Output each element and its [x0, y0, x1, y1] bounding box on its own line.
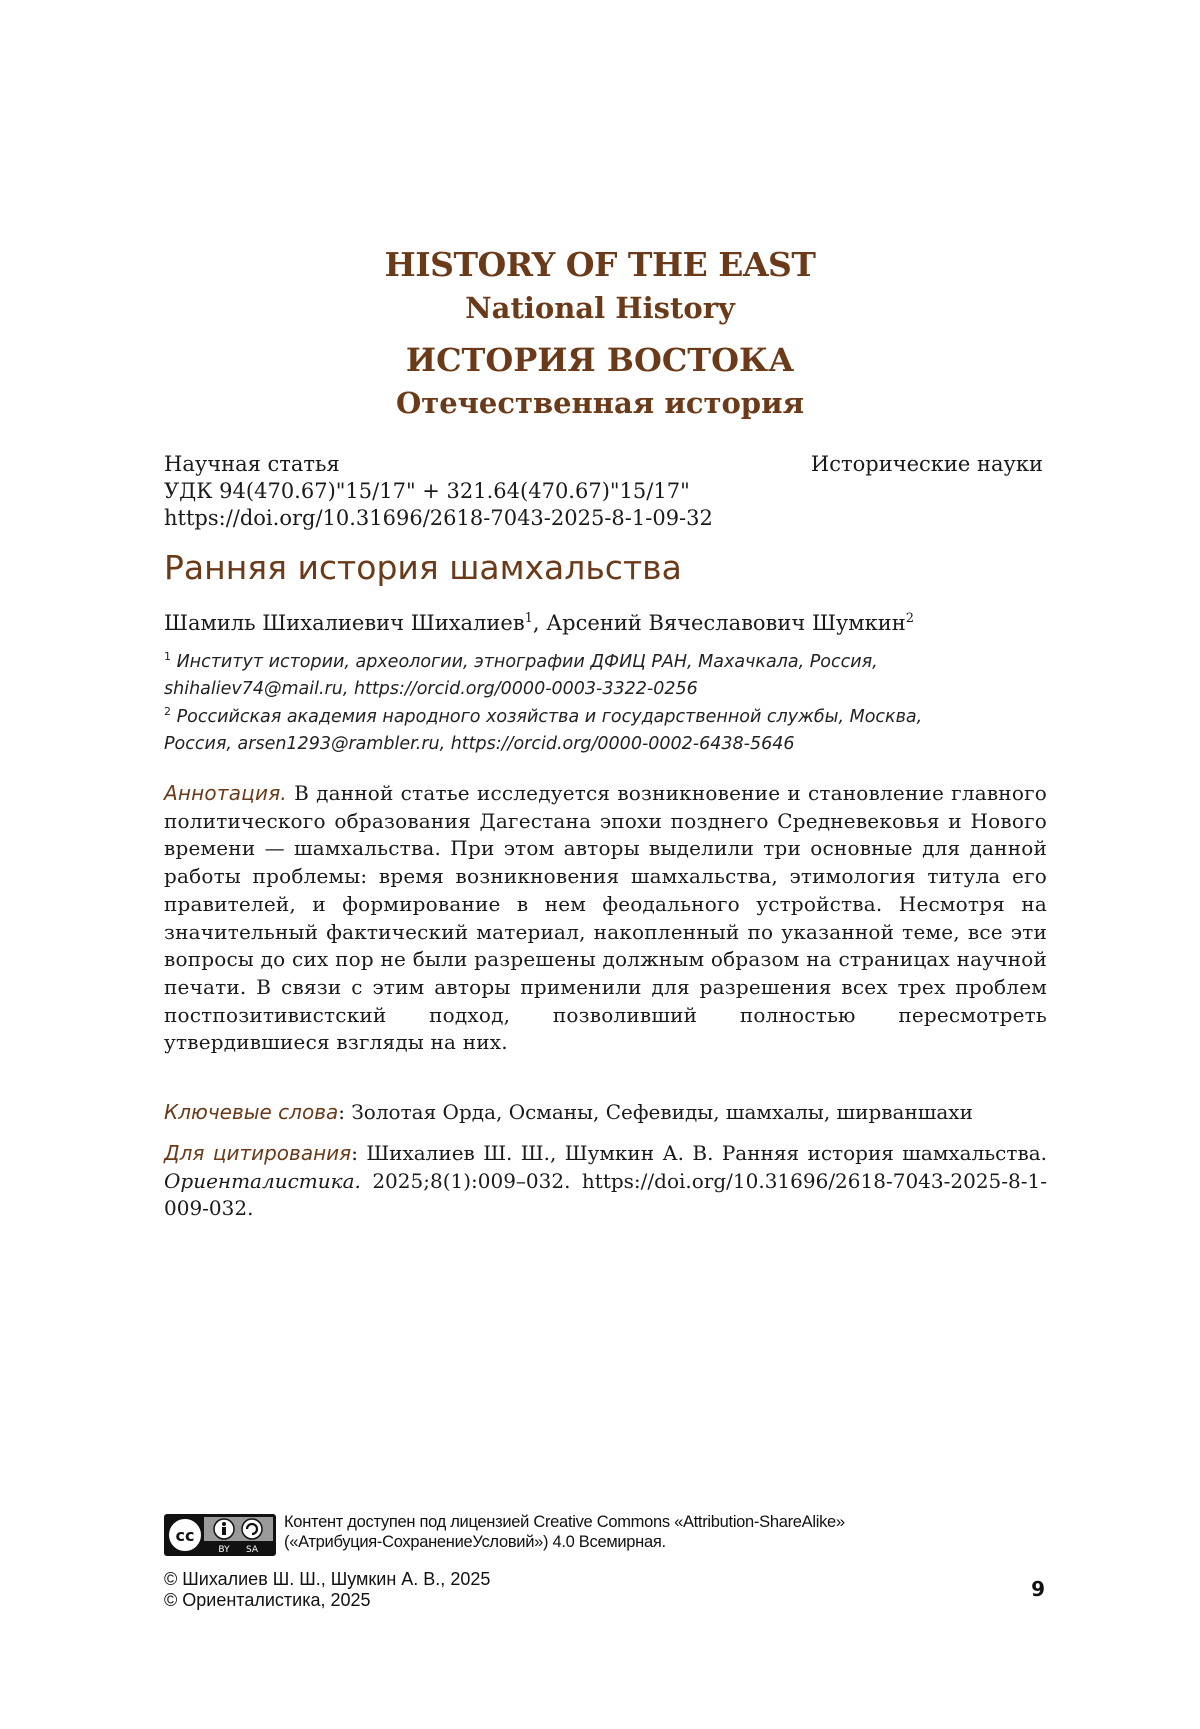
affiliation-line: Институт истории, археологии, этнографии ДФИЦ РАН, Махачкала, Россия, [176, 651, 878, 672]
keywords [164, 1099, 1047, 1127]
affiliation-line: Российская академия народного хозяйства и государственной службы, Москва, [176, 706, 923, 727]
cc-sa-label: SA [245, 1545, 259, 1555]
author-list [164, 606, 914, 636]
license-text [284, 1512, 1044, 1552]
citation-text: : Шихалиев Ш. Ш., Шумкин А. В. Ранняя история шамхальства. [351, 1141, 1047, 1165]
license-line[interactable]: Контент доступен под лицензией Creative Commons «Attribution-ShareAlike» [284, 1513, 845, 1531]
cc-by-sa-icon [164, 1514, 276, 1556]
affiliation-mark: 2 [164, 705, 171, 718]
affiliation-mark: 1 [164, 650, 171, 663]
copyright-journal: © Ориенталистика, 2025 [164, 1590, 371, 1610]
subsection-heading-en: National History [465, 291, 735, 325]
affiliation-contact[interactable]: Россия, arsen1293@rambler.ru, https://orcid.org/0000-0002-6438-5646 [164, 733, 795, 754]
keywords-label: Ключевые слова [164, 1100, 339, 1124]
doi-link[interactable]: https://doi.org/10.31696/2618-7043-2025-8-1-09-32 [164, 506, 713, 530]
abstract-label: Аннотация. [164, 781, 287, 805]
author-name: Арсений Вячеславович Шумкин [546, 611, 906, 635]
author-mark: 1 [524, 611, 533, 626]
author-name: Шамиль Шихалиевич Шихалиев [164, 611, 525, 635]
article-type: Научная статья [164, 452, 340, 476]
science-field: Исторические науки [810, 452, 1043, 476]
affiliation [164, 698, 1064, 758]
citation-tail[interactable]: 2025;8(1):009–032. https://doi.org/10.31696/2618-7043-2025-8-1-009-032. [164, 1168, 1047, 1221]
affiliation [164, 643, 1064, 703]
citation-label: Для цитирования [164, 1141, 352, 1165]
cc-by-label: BY [218, 1545, 230, 1555]
author-mark: 2 [905, 611, 914, 626]
section-heading-en: HISTORY OF THE EAST [384, 245, 816, 284]
article-title: Ранняя история шамхальства [164, 548, 682, 587]
section-heading-ru: ИСТОРИЯ ВОСТОКА [405, 341, 795, 379]
udk-code: УДК 94(470.67)"15/17" + 321.64(470.67)"15/17" [164, 479, 690, 503]
copyright-authors: © Шихалиев Ш. Ш., Шумкин А. В., 2025 [164, 1569, 491, 1589]
cc-label: cc [175, 1526, 195, 1545]
author-separator: , [532, 611, 547, 635]
keywords-text: : Золотая Орда, Османы, Сефевиды, шамхалы, ширваншахи [338, 1100, 973, 1124]
subsection-heading-ru: Отечественная история [395, 386, 805, 420]
abstract [164, 780, 1047, 1057]
page-number: 9 [1031, 1577, 1045, 1601]
citation [164, 1140, 1047, 1223]
affiliation-contact[interactable]: shihaliev74@mail.ru, https://orcid.org/0000-0003-3322-0256 [164, 678, 698, 699]
license-line: («Атрибуция-СохранениеУсловий») 4.0 Всемирная. [284, 1533, 666, 1551]
abstract-text: В данной статье исследуется возникновение и становление главного политического образования Дагестана эпохи позднего Средневековья и Нового времени — шамхальства. При этом авторы выделили три основные для данной работы проблемы: время возникновения шамхальства, этимология титула его правителей, и формирование в нем феодального устройства. Несмотря на значительный фактический материал, накопленный по указанной теме, все эти вопросы до сих пор не были разрешены должным образом на страницах научной печати. В связи с этим авторы применили для разрешения всех трех проблем постпозитивистский подход, позволивший полностью пересмотреть утвердившиеся взгляды на них. [164, 781, 1047, 1055]
citation-journal: Ориенталистика. [164, 1168, 361, 1193]
